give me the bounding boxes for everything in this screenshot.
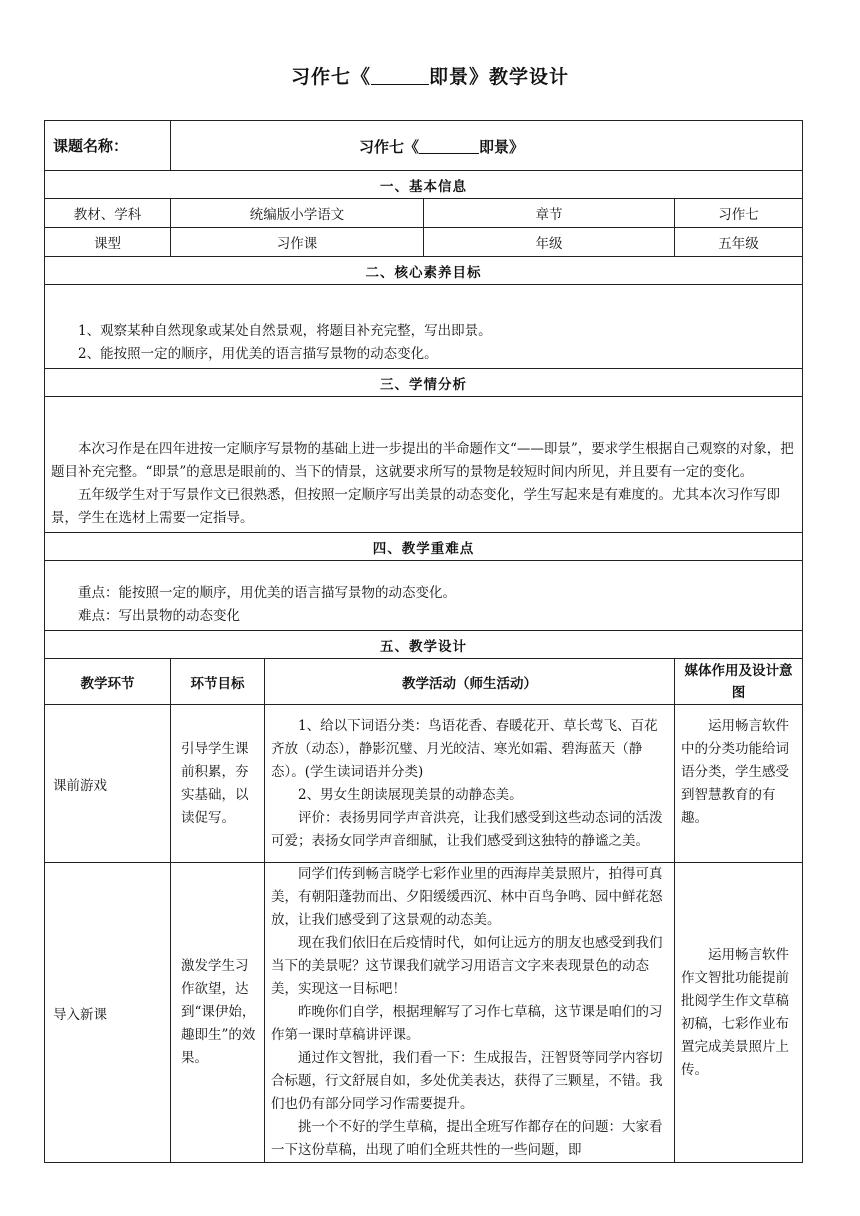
keypoint-item: 重点：能按照一定的顺序，用优美的语言描写景物的动态变化。 [78,585,456,601]
activity-paragraph: 1、给以下词语分类：鸟语花香、春暖花开、草长莺飞、百花齐放（动态），静影沉璧、月光皎洁、寒光如霜、碧海蓝天（静态）。(学生读词语并分类) [271,717,658,780]
design-goal: 引导学生课前积累，夯实基础，以读促写。 [171,705,265,863]
design-goal: 激发学生习作欲望，达到“课伊始，趣即生”的效果。 [171,863,265,1163]
col-header-goal: 环节目标 [171,659,265,705]
info-cell: 习作七 [675,199,803,228]
info-cell: 五年级 [675,228,803,257]
design-media [675,863,803,1163]
topic-blank [419,135,479,154]
section-basic-info-heading: 一、基本信息 [45,171,803,199]
activity-paragraph: 评价：表扬男同学声音洪亮，让我们感受到这些动态词的活泼可爱；表扬女同学声音细腻，让我们感受到这独特的静谧之美。 [271,809,663,849]
activity-paragraph: 通过作文智批，我们看一下：生成报告，汪智贤等同学内容切合标题，行文舒展自如，多处优美表达，获得了三颗星，不错。我们也仍有部分同学习作需要提升。 [271,1050,663,1112]
section-goals-heading: 二、核心素养目标 [45,257,803,285]
title-prefix: 习作七《 [290,66,371,88]
design-row [45,705,803,863]
goals-content [45,285,803,369]
goal-item: 2、能按照一定的顺序，用优美的语言描写景物的动态变化。 [78,346,438,362]
section-keypoints-row [45,533,803,561]
topic-value-prefix: 习作七《 [359,137,420,156]
section-keypoints-heading: 四、教学重难点 [45,533,803,561]
analysis-content [45,397,803,533]
title-suffix: 即景》教学设计 [429,66,570,88]
info-cell: 习作课 [171,228,424,257]
title-blank [371,66,429,85]
info-cell: 章节 [424,199,675,228]
activity-paragraph: 2、男女生朗读展现美景的动静态美。 [298,786,523,803]
basic-info-row-2 [45,228,803,257]
analysis-paragraph: 五年级学生对于写景作文已很熟悉，但按照一定顺序写出美景的动态变化，学生写起来是有难度的。尤其本次习作写即景，学生在选材上需要一定指导。 [51,487,780,526]
activity-paragraph: 同学们传到畅言晓学七彩作业里的西海岸美景照片，拍得可真美，有朝阳蓬勃而出、夕阳缓缓西沉、林中百鸟争鸣、园中鲜花怒放，让我们感受到了这景观的动态美。 [271,866,663,928]
activity-paragraph: 现在我们依旧在后疫情时代，如何让远方的朋友也感受到我们当下的美景呢？这节课我们就学习用语言文字来表现景色的动态美，实现这一目标吧！ [271,935,663,997]
info-cell: 统编版小学语文 [171,199,424,228]
analysis-row [45,397,803,533]
topic-row [45,121,803,171]
activity-paragraph: 昨晚你们自学，根据理解写了习作七草稿，这节课是咱们的习作第一课时草稿讲评课。 [271,1004,663,1043]
analysis-paragraph: 本次习作是在四年进按一定顺序写景物的基础上进一步提出的半命题作文“——即景”，要求学生根据自己观察的对象，把题目补充完整。“即景”的意思是眼前的、当下的情景，这就要求所写的景物是较短时间内所见，并且要有一定的变化。 [51,441,794,480]
basic-info-row-1 [45,199,803,228]
design-stage: 导入新课 [45,863,171,1163]
section-design-row [45,631,803,659]
keypoints-row [45,561,803,631]
media-paragraph: 运用畅言软件中的分类功能给词语分类，学生感受到智慧教育的有趣。 [681,718,789,826]
col-header-media: 媒体作用及设计意图 [675,659,803,705]
design-activities [265,863,675,1163]
document-title [0,62,860,89]
col-header-stage: 教学环节 [45,659,171,705]
lesson-plan-table [44,120,803,1163]
keypoints-content [45,561,803,631]
design-header-row [45,659,803,705]
goals-row [45,285,803,369]
design-media [675,705,803,863]
design-row [45,863,803,1163]
design-activities [265,705,675,863]
design-stage: 课前游戏 [45,705,171,863]
activity-paragraph: 挑一个不好的学生草稿，提出全班写作都存在的问题：大家看一下这份草稿，出现了咱们全班共性的一些问题，即 [271,1119,663,1158]
section-basic-info-row [45,171,803,199]
info-cell: 课型 [45,228,171,257]
media-paragraph: 运用畅言软件作文智批功能提前批阅学生作文草稿初稿，七彩作业布置完成美景照片上传。 [681,946,789,1078]
section-analysis-heading: 三、学情分析 [45,369,803,397]
info-cell: 教材、学科 [45,199,171,228]
section-goals-row [45,257,803,285]
info-cell: 年级 [424,228,675,257]
col-header-activities: 教学活动（师生活动） [265,659,675,705]
section-analysis-row [45,369,803,397]
goal-item: 1、观察某种自然现象或某处自然景观，将题目补充完整，写出即景。 [78,323,492,339]
keypoint-item: 难点：写出景物的动态变化 [78,608,240,624]
topic-label: 课题名称： [45,121,171,171]
section-design-heading: 五、教学设计 [45,631,803,659]
topic-value [171,121,803,171]
topic-value-suffix: 即景》 [479,137,525,156]
